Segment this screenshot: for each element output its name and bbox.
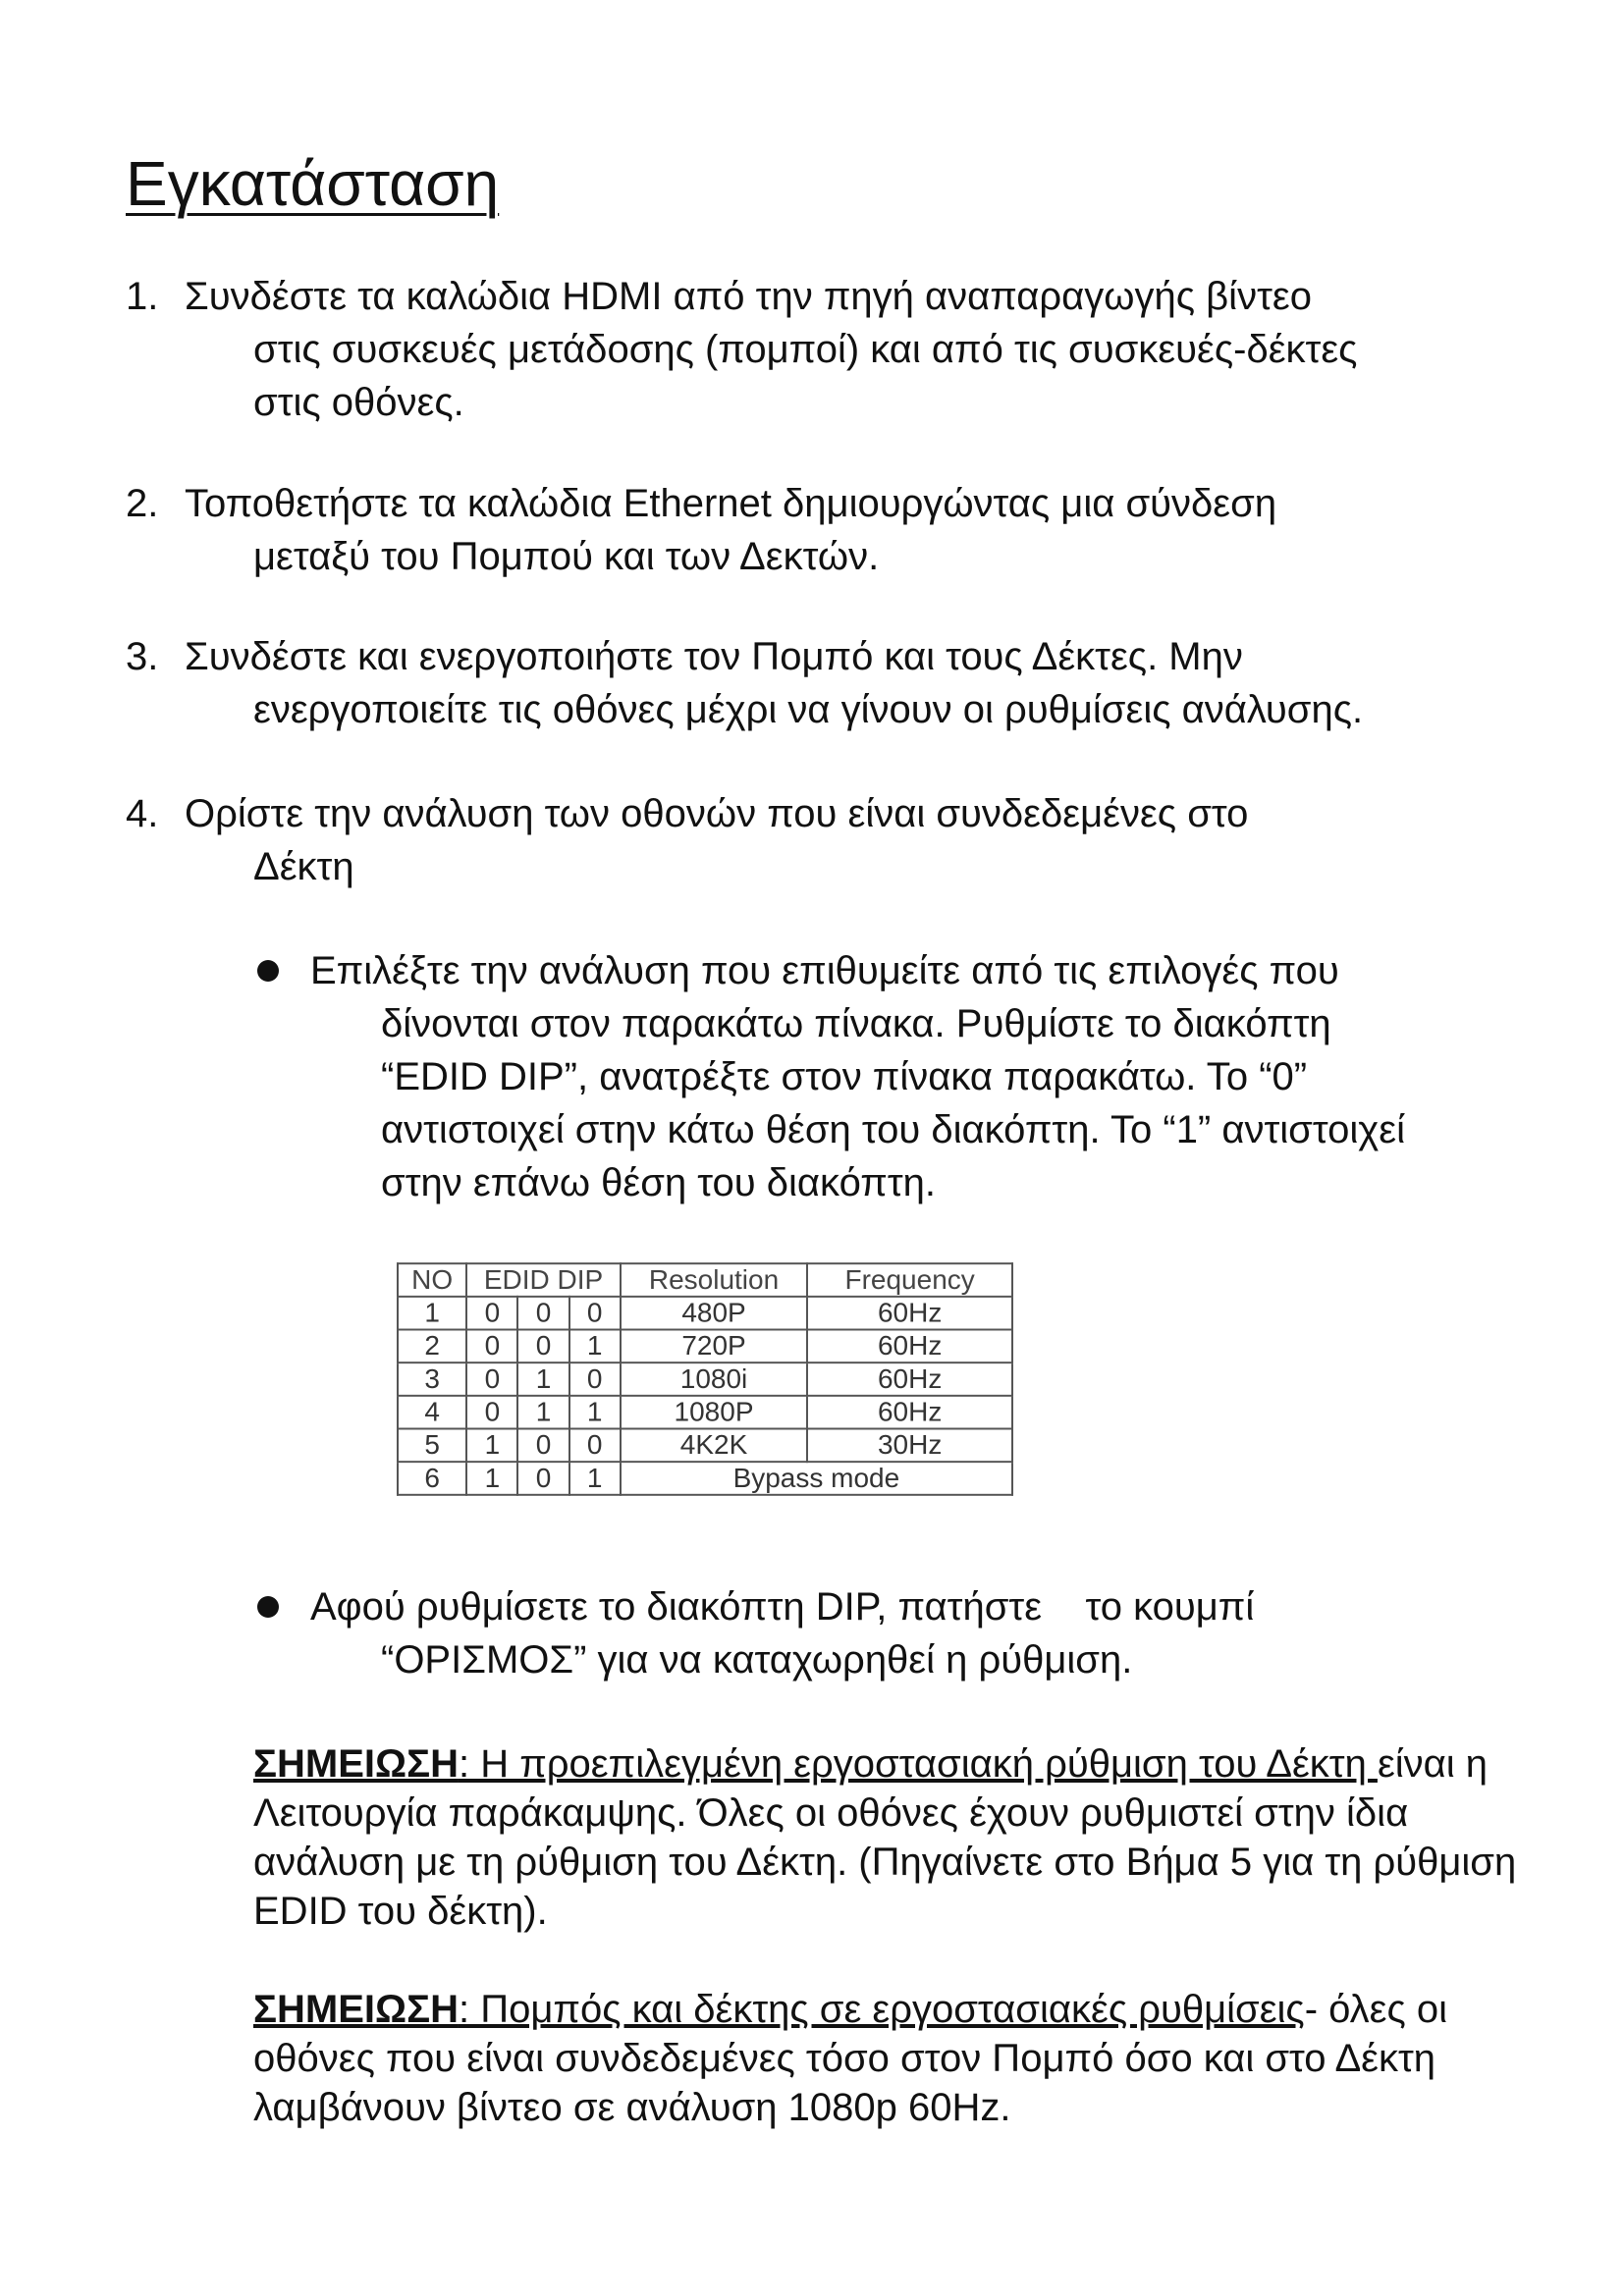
table-cell: 60Hz bbox=[807, 1396, 1012, 1429]
table-cell: 6 bbox=[398, 1462, 466, 1495]
table-cell: 1 bbox=[569, 1396, 621, 1429]
table-cell: 1080i bbox=[621, 1362, 808, 1396]
bullet-text: στην επάνω θέση του διακόπτη. bbox=[381, 1161, 936, 1204]
table-cell: 30Hz bbox=[807, 1428, 1012, 1462]
note-label: ΣΗΜΕΙΩΣΗ bbox=[253, 1988, 459, 2031]
bullet-dot-icon bbox=[257, 960, 279, 982]
step-number: 3. bbox=[126, 635, 159, 678]
table-cell: 1 bbox=[569, 1462, 621, 1495]
note-default-setting bbox=[253, 1739, 1549, 1936]
table-cell: 0 bbox=[517, 1330, 568, 1363]
step-text: ενεργοποιείτε τις οθόνες μέχρι να γίνουν οι ρυθμίσεις ανάλυσης. bbox=[253, 688, 1364, 731]
edid-table bbox=[397, 1262, 1013, 1496]
table-cell: 1 bbox=[466, 1462, 517, 1495]
table-cell: 0 bbox=[569, 1297, 621, 1330]
bullet-select-resolution bbox=[253, 944, 1530, 1209]
table-cell: 1 bbox=[517, 1362, 568, 1396]
table-cell: 1 bbox=[517, 1396, 568, 1429]
table-cell: 3 bbox=[398, 1362, 466, 1396]
note-label: ΣΗΜΕΙΩΣΗ bbox=[253, 1742, 459, 1786]
table-cell: 5 bbox=[398, 1428, 466, 1462]
page-title: Εγκατάσταση bbox=[126, 148, 500, 219]
table-cell: 0 bbox=[569, 1428, 621, 1462]
table-cell: 1 bbox=[569, 1330, 621, 1363]
table-cell: 480P bbox=[621, 1297, 808, 1330]
step-text: Συνδέστε και ενεργοποιήστε τον Πομπό και τους Δέκτες. Μην bbox=[185, 635, 1243, 678]
step-text: στις οθόνες. bbox=[253, 381, 464, 424]
bullet-dot-icon bbox=[257, 1596, 279, 1618]
bullet-text: αντιστοιχεί στην κάτω θέση του διακόπτη. Το “1” αντιστοιχεί bbox=[381, 1108, 1405, 1151]
bullet-text: Αφού ρυθμίσετε το διακόπτη DIP, πατήστε το κουμπί bbox=[310, 1585, 1255, 1629]
table-cell: 0 bbox=[466, 1330, 517, 1363]
table-cell: 0 bbox=[466, 1396, 517, 1429]
note-text: - όλες οι οθόνες που είναι συνδεδεμένες τόσο στον Πομπό όσο και στο Δέκτη λαμβάνουν βίντεο σε ανάλυση 1080p 60Hz. bbox=[253, 1988, 1447, 2129]
note-factory-settings bbox=[253, 1985, 1549, 2132]
table-row bbox=[398, 1462, 1012, 1495]
note-text: είναι η Λειτουργία παράκαμψης. Όλες οι οθόνες έχουν ρυθμιστεί στην ίδια ανάλυση με τη ρύθμιση του Δέκτη. (Πηγαίνετε στο Βήμα 5 για τη ρύθμιση EDID του δέκτη). bbox=[253, 1742, 1517, 1933]
table-cell: 0 bbox=[466, 1362, 517, 1396]
table-cell: 4K2K bbox=[621, 1428, 808, 1462]
step-text: Δέκτη bbox=[253, 845, 354, 888]
table-header: Frequency bbox=[807, 1263, 1012, 1297]
step-text: στις συσκευές μετάδοσης (πομποί) και από τις συσκευές-δέκτες bbox=[253, 328, 1358, 371]
table-cell: 0 bbox=[517, 1428, 568, 1462]
table-row bbox=[398, 1396, 1012, 1429]
step-text: μεταξύ του Πομπού και των Δεκτών. bbox=[253, 535, 880, 578]
bullet-text: “ΟΡΙΣΜΟΣ” για να καταχωρηθεί η ρύθμιση. bbox=[381, 1638, 1133, 1682]
table-cell: 1 bbox=[398, 1297, 466, 1330]
table-row bbox=[398, 1362, 1012, 1396]
table-header: NO bbox=[398, 1263, 466, 1297]
step-4 bbox=[126, 787, 1520, 893]
step-number: 2. bbox=[126, 482, 159, 525]
bullet-press-set bbox=[253, 1580, 1530, 1686]
table-cell: 0 bbox=[466, 1297, 517, 1330]
table-header: Resolution bbox=[621, 1263, 808, 1297]
table-cell: 60Hz bbox=[807, 1362, 1012, 1396]
table-header-row bbox=[398, 1263, 1012, 1297]
step-text: Ορίστε την ανάλυση των οθονών που είναι συνδεδεμένες στο bbox=[185, 792, 1249, 835]
step-2 bbox=[126, 477, 1520, 583]
note-underlined-text: : Η προεπιλεγμένη εργοστασιακή ρύθμιση του Δέκτη bbox=[458, 1742, 1378, 1786]
table-cell: 0 bbox=[517, 1462, 568, 1495]
note-underlined-text: : Πομπός και δέκτης σε εργοστασιακές ρυθμίσεις bbox=[458, 1988, 1305, 2031]
table-cell: 0 bbox=[569, 1362, 621, 1396]
table-cell: 2 bbox=[398, 1330, 466, 1363]
bullet-text: δίνονται στον παρακάτω πίνακα. Ρυθμίστε το διακόπτη bbox=[381, 1002, 1331, 1045]
table-cell: 1080P bbox=[621, 1396, 808, 1429]
bullet-text: Επιλέξτε την ανάλυση που επιθυμείτε από τις επιλογές που bbox=[310, 949, 1339, 992]
table-cell: 4 bbox=[398, 1396, 466, 1429]
bullet-text: “EDID DIP”, ανατρέξτε στον πίνακα παρακάτω. Το “0” bbox=[381, 1055, 1308, 1098]
step-3 bbox=[126, 630, 1520, 736]
step-text: Τοποθετήστε τα καλώδια Ethernet δημιουργώντας μια σύνδεση bbox=[185, 482, 1277, 525]
table-cell: 60Hz bbox=[807, 1297, 1012, 1330]
table-cell: 60Hz bbox=[807, 1330, 1012, 1363]
table-row bbox=[398, 1330, 1012, 1363]
step-number: 1. bbox=[126, 275, 159, 318]
table-cell: Bypass mode bbox=[621, 1462, 1012, 1495]
table-cell: 0 bbox=[517, 1297, 568, 1330]
table-cell: 1 bbox=[466, 1428, 517, 1462]
table-cell: 720P bbox=[621, 1330, 808, 1363]
table-row bbox=[398, 1428, 1012, 1462]
step-1 bbox=[126, 270, 1520, 429]
table-header: EDID DIP bbox=[466, 1263, 620, 1297]
step-text: Συνδέστε τα καλώδια HDMI από την πηγή αναπαραγωγής βίντεο bbox=[185, 275, 1312, 318]
table-row bbox=[398, 1297, 1012, 1330]
step-number: 4. bbox=[126, 792, 159, 835]
